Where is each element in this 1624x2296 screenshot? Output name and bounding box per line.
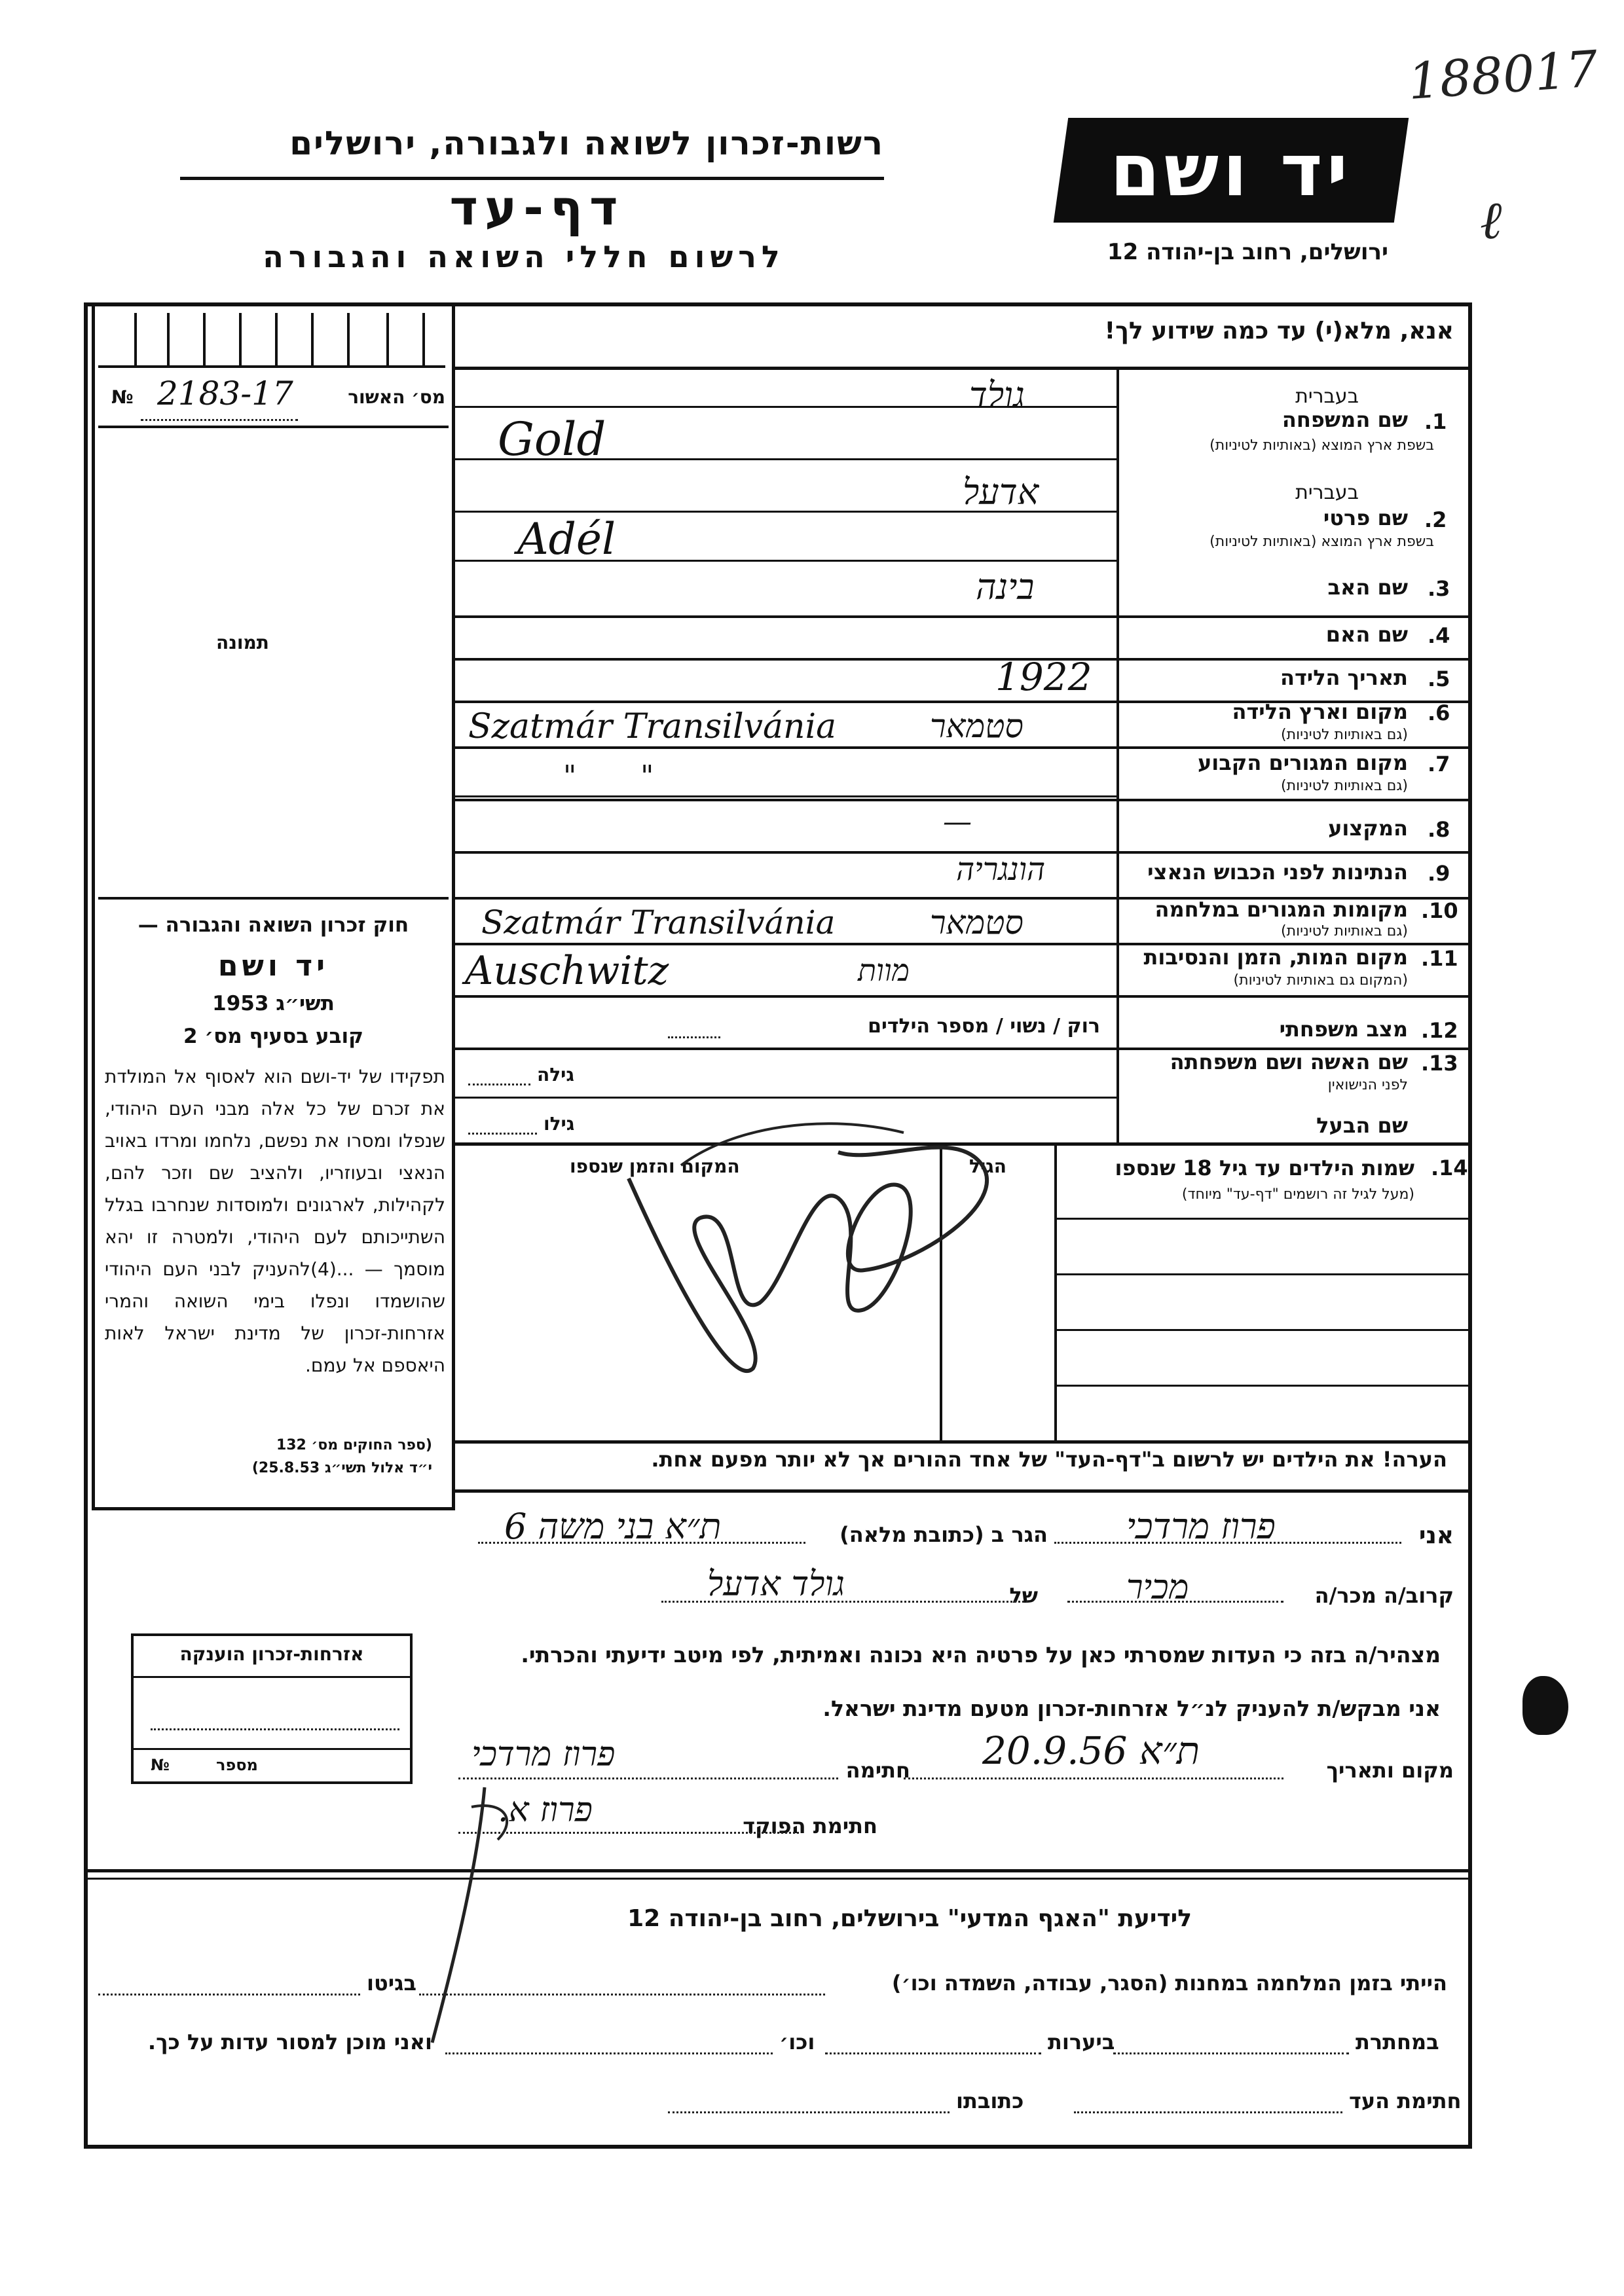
header-address: ירושלים, רחוב בן-יהודה 12 <box>1107 239 1388 265</box>
citizenship-number-label: מספר <box>216 1756 258 1774</box>
ink-scribble <box>589 1087 1087 1427</box>
declarant-address: ת״א בני משה 6 <box>504 1506 722 1547</box>
official-sig-label: חתימת הפוקד <box>743 1813 877 1838</box>
field-8-value: — <box>943 805 972 839</box>
law-divider <box>98 897 449 900</box>
field-7-num: 7. <box>1428 752 1450 776</box>
declarant-resident-label: הגר ב (כתובת מלאה) <box>840 1522 1048 1547</box>
relative-label: קרוב/ה מכר/ה <box>1314 1583 1454 1608</box>
field-11-value-hebrew: מוות <box>858 953 910 988</box>
field-6-label: מקום וארץ הלידה <box>1232 699 1408 724</box>
field-4-label: שם האם <box>1325 622 1408 647</box>
footer-address: כתובתו <box>956 2088 1024 2113</box>
approval-value: 2183-17 <box>157 374 293 412</box>
form-instruction: אנא, מלא(י) עד כמה שידוע לך! <box>1104 318 1454 344</box>
photo-label: תמונה <box>216 632 269 653</box>
field-6-sub: (גם באותיות לטיניות) <box>1281 727 1408 743</box>
field-2-hebrew-tag: בעברית <box>1295 481 1359 504</box>
field-2-value-latin: Adél <box>517 514 616 564</box>
field-7-label: מקום המגורים הקבוע <box>1197 750 1408 775</box>
archive-number: 188017 <box>1406 39 1600 111</box>
field-3-num: 3. <box>1428 576 1450 601</box>
field-2-label: שם פרטי <box>1323 505 1408 530</box>
signature-value: פרוז מרדכי <box>471 1735 616 1774</box>
document-subtitle: לרשום חללי השואה והגבורה <box>263 239 785 274</box>
approval-no-sign: № <box>111 386 134 408</box>
field-11-sub: (המקום גם באותיות לטיניות) <box>1233 972 1408 989</box>
place-date-value: ת״א 20.9.56 <box>982 1728 1200 1773</box>
law-ref-2: י״ד אלול תשי״ג 25.8.53) <box>251 1460 432 1476</box>
field-13-label: שם האשה ושם משפחתה <box>1170 1049 1408 1074</box>
law-clause: קובע בסעיף מס׳ 2 <box>183 1025 363 1048</box>
ink-blot <box>1522 1676 1568 1735</box>
footer-camps-line: הייתי בזמן המלחמה במחנות (הסגר, עבודה, השמדה וכו׳) <box>891 1971 1447 1995</box>
footer-witness-sig: חתימת העד <box>1349 2088 1462 2113</box>
field-3-label: שם האב <box>1327 575 1408 600</box>
field-10-value-hebrew: סטמאר <box>930 903 1024 941</box>
field-1-hebrew-tag: בעברית <box>1295 385 1359 408</box>
citizenship-box-title: אזרחות-זכרון הוענקה <box>179 1643 364 1665</box>
field-6-num: 6. <box>1428 701 1450 725</box>
signature-scribble <box>406 1781 537 2056</box>
field-14-sub: (מעל לגיל זה רושמים "דף-עד" מיוחד) <box>1181 1186 1414 1203</box>
field-10-label: מקומות המגורים במלחמה <box>1154 897 1408 922</box>
field-2-value-hebrew: אדעל <box>963 471 1039 513</box>
declarant-i-label: אני <box>1418 1522 1454 1549</box>
field-2-origin-tag: בשפת ארץ המוצא (באותיות לטיניות) <box>1209 534 1434 550</box>
label-col-divider <box>1116 370 1119 1142</box>
request-text: אני מבקש/ת להעניק לנ״ל אזרחות-זכרון מטעם מדינת ישראל. <box>822 1696 1441 1721</box>
law-title: חוק זכרון השואה והגבורה — <box>138 913 409 937</box>
field-1-num: 1. <box>1424 409 1447 434</box>
signature-label: חתימה <box>845 1758 910 1783</box>
field-5-num: 5. <box>1428 666 1450 691</box>
field-10-value-latin: Szatmár Transilvánia <box>481 903 836 941</box>
field-9-label: הנתינות לפני הכבוש הנאצי <box>1147 860 1408 884</box>
footer-title: לידיעת "האגף המדעי" בירושלים, רחוב בן-יהודה 12 <box>627 1905 1192 1932</box>
field-8-num: 8. <box>1428 817 1450 842</box>
footer-forests: ביערות <box>1048 2030 1115 2054</box>
field-1-value-hebrew: גולד <box>969 374 1025 416</box>
official-sig-value: פרוז א. <box>498 1791 593 1830</box>
of-value: גולד אדעל <box>707 1565 845 1604</box>
law-year: תשי״ג 1953 <box>212 992 335 1015</box>
children-col-age: הגיל <box>969 1156 1006 1177</box>
field-10-num: 10. <box>1421 898 1458 923</box>
field-7-sub: (גם באותיות לטיניות) <box>1281 778 1408 794</box>
org-line: רשות-זכרון לשואה ולגבורה, ירושלים <box>289 124 884 162</box>
logo-text: יד ושם <box>1110 128 1352 212</box>
field-7-value: " " <box>563 759 654 793</box>
husband-maiden-label: גילו <box>544 1113 575 1135</box>
field-3-value: בינה <box>976 566 1035 608</box>
declarant-name: פרוז מרדכי <box>1126 1506 1276 1547</box>
declaration-text: מצהיר/ה בזה כי העדות שמסרתי כאן על פרטיה היא נכונה ואמיתית, לפי מיטב ידיעתי והכרתי. <box>521 1642 1441 1667</box>
field-11-value-latin: Auschwitz <box>465 948 669 994</box>
field-9-num: 9. <box>1428 861 1450 886</box>
of-label: של <box>1009 1583 1038 1608</box>
field-13-maiden-label: גילה <box>537 1064 574 1085</box>
footer-ready: ואני מוכן למסור עדות על כך. <box>147 2030 432 2054</box>
field-5-value: 1922 <box>995 655 1092 699</box>
field-2-num: 2. <box>1424 507 1447 532</box>
field-1-label: שם המשפחה <box>1282 407 1408 432</box>
footer-underground: במחתרת <box>1356 2030 1439 2054</box>
approval-underline <box>98 426 449 428</box>
field-14-label: שמות הילדים עד גיל 18 שנספו <box>1115 1156 1414 1180</box>
corner-mark: ℓ <box>1480 190 1502 251</box>
tick-strip <box>98 313 445 368</box>
field-12-options: רוק / נשוי / מספר הילדים <box>868 1015 1100 1038</box>
citizenship-no-sign: № <box>151 1756 170 1774</box>
field-14-num: 14. <box>1431 1156 1468 1180</box>
field-13-num: 13. <box>1421 1051 1458 1076</box>
field-9-value: הונגריה <box>956 851 1046 888</box>
approval-label: מס׳ האשור <box>348 386 445 408</box>
field-12-label: מצב משפחתי <box>1279 1017 1408 1042</box>
footer-ghetto: בגיטו <box>367 1971 416 1995</box>
field-10-sub: (גם באותיות לטיניות) <box>1281 923 1408 939</box>
children-col-place: המקום והזמן שנספו <box>570 1156 740 1177</box>
field-6-value-hebrew: סטמאר <box>930 707 1024 745</box>
place-date-label: מקום ותאריך <box>1326 1758 1454 1783</box>
field-12-num: 12. <box>1421 1018 1458 1043</box>
field-1-value-latin: Gold <box>498 412 606 466</box>
field-6-value-latin: Szatmár Transilvánia <box>468 707 837 746</box>
document-title: דף-עד <box>449 180 625 236</box>
field-1-origin-tag: בשפת ארץ המוצא (באותיות לטיניות) <box>1209 437 1434 454</box>
yad-vashem-logo <box>1054 118 1409 223</box>
field-13-sub: לפני הנישואין <box>1327 1077 1408 1093</box>
footer-etc: וכו׳ <box>779 2030 815 2054</box>
field-11-label: מקום המות, הזמן והנסיבות <box>1143 945 1408 970</box>
law-text: תפקידו של יד-ושם הוא לאסוף אל המולדת את זכרם של כל אלה מבני העם היהודי, שנפלו ומסרו את נפשם, נלחמו ומרדו באויב הנאצי ובעוזריו, ולהציב שם וזכר להם, לקהילות, לארגונים ולמוסדות שנחרבו בגלל השתייכותם לעם היהודי, ולמטרה זו יהא מוסמך — ...(4)להעניק לבני העם היהודי שהושמדו ונפלו בימי השואה והמרי אזרחות-זכרון של מדינת ישראל לאות היאספם אל עמם. <box>105 1066 445 1376</box>
field-11-num: 11. <box>1421 946 1458 971</box>
children-note: הערה! את הילדים יש לרשום ב"דף-העד" של אחד ההורים אך לא יותר מפעם אחת. <box>651 1447 1447 1472</box>
relative-value: מכיר <box>1126 1568 1189 1607</box>
law-name: יד ושם <box>217 949 329 983</box>
field-4-num: 4. <box>1428 623 1450 648</box>
field-8-label: המקצוע <box>1328 816 1408 841</box>
husband-label: שם הבעל <box>1316 1113 1408 1138</box>
field-5-label: תאריך הלידה <box>1280 665 1408 690</box>
law-ref-1: (ספר החוקים מס׳ 132 <box>276 1437 432 1453</box>
